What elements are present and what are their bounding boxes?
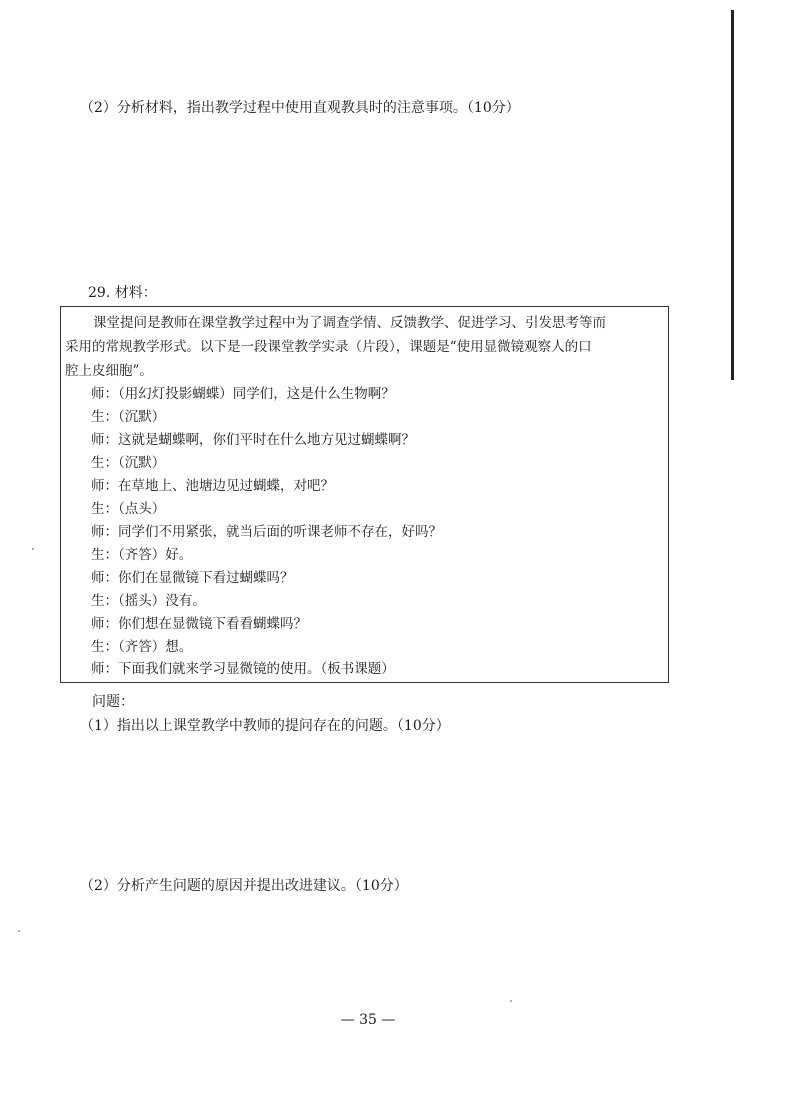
dialogue-line: 生：（摇头）没有。	[91, 593, 206, 609]
dialogue-line: 师：下面我们就来学习显微镜的使用。（板书课题）	[91, 661, 395, 677]
dialogue-line: 师：（用幻灯投影蝴蝶）同学们，这是什么生物啊？	[91, 386, 395, 402]
previous-question: （2）分析材料，指出教学过程中使用直观教具时的注意事项。（10分）	[80, 100, 520, 116]
dialogue-line: 生：（沉默）	[91, 455, 166, 471]
dialogue-line: 生：（点头）	[91, 501, 166, 517]
question-number: 29. 材料：	[88, 285, 157, 301]
material-intro-line: 采用的常规教学形式。以下是一段课堂教学实录（片段），课题是“使用显微镜观察人的口	[65, 339, 592, 355]
questions-label: 问题：	[92, 694, 134, 710]
dialogue-line: 师：你们在显微镜下看过蝴蝶吗？	[91, 570, 294, 586]
dialogue-line: 师：你们想在显微镜下看看蝴蝶吗？	[91, 616, 307, 632]
material-box	[60, 306, 669, 683]
scan-edge-line	[731, 10, 734, 380]
dialogue-line: 师：在草地上、池塘边见过蝴蝶，对吧？	[91, 478, 334, 494]
material-intro-line: 课堂提问是教师在课堂教学过程中为了调查学情、反馈教学、促进学习、引发思考等而	[93, 315, 606, 331]
dialogue-line: 师：同学们不用紧张，就当后面的听课老师不存在，好吗？	[91, 524, 442, 540]
scan-speck	[32, 548, 34, 550]
scan-speck	[510, 1000, 512, 1002]
dialogue-line: 生：（齐答）好。	[91, 547, 193, 563]
scan-speck	[18, 930, 20, 932]
question-2: （2）分析产生问题的原因并提出改进建议。（10分）	[80, 878, 408, 894]
dialogue-line: 师：这就是蝴蝶啊，你们平时在什么地方见过蝴蝶啊？	[91, 432, 415, 448]
question-1: （1）指出以上课堂教学中教师的提问存在的问题。（10分）	[80, 718, 450, 734]
dialogue-line: 生：（沉默）	[91, 409, 166, 425]
dialogue-line: 生：（齐答）想。	[91, 639, 193, 655]
material-intro-line: 腔上皮细胞”。	[65, 363, 153, 379]
page-number: — 35 —	[340, 1012, 396, 1028]
